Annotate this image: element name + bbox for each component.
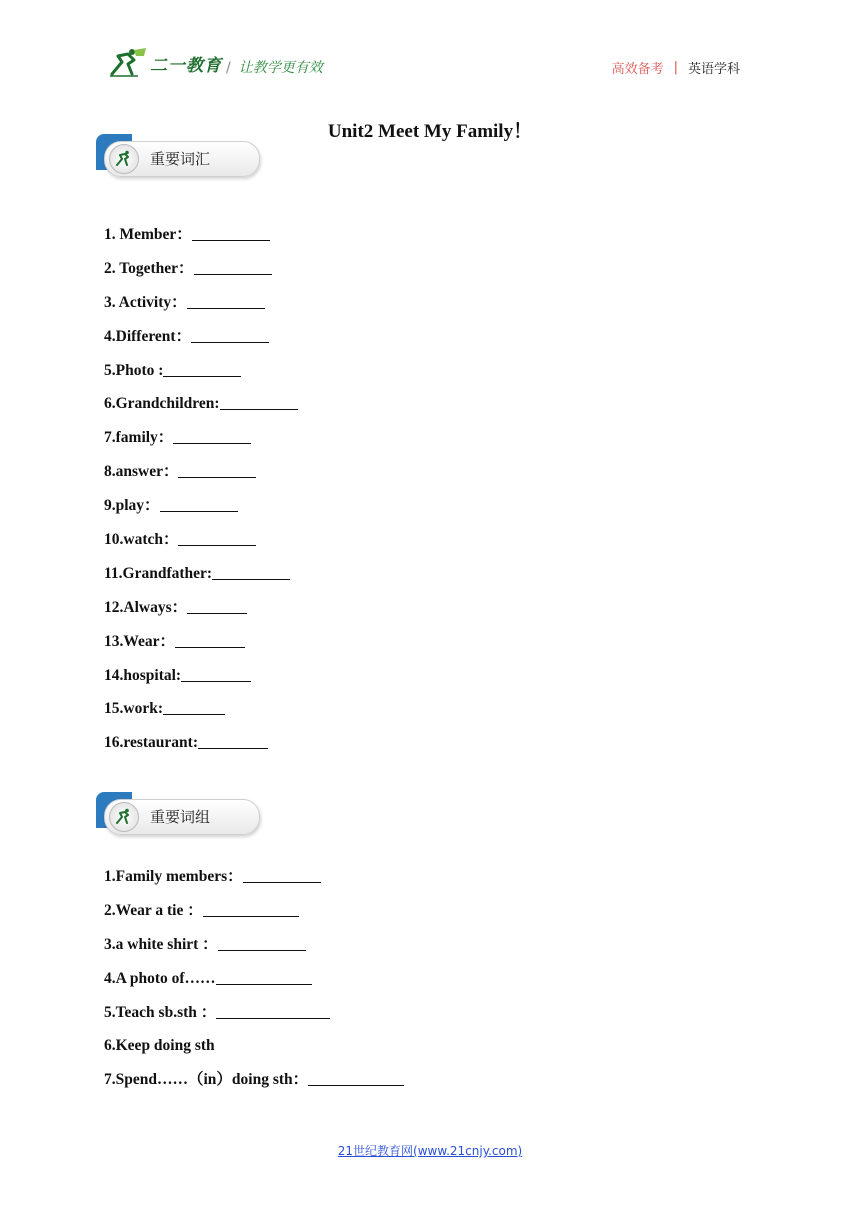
exercise-item bbox=[104, 218, 298, 252]
answer-blank[interactable] bbox=[218, 934, 306, 951]
exercise-prompt: 14.hospital: bbox=[104, 666, 182, 684]
exercise-item bbox=[104, 387, 298, 421]
exercise-prompt: 1. Member： bbox=[104, 226, 192, 243]
exercise-item bbox=[104, 860, 404, 894]
exercise-prompt: 10.watch： bbox=[104, 531, 179, 549]
answer-blank[interactable] bbox=[212, 563, 290, 580]
answer-blank[interactable] bbox=[163, 360, 241, 377]
exercise-prompt: 4.A photo of…… bbox=[104, 969, 216, 987]
answer-blank[interactable] bbox=[191, 326, 269, 343]
answer-blank[interactable] bbox=[194, 258, 272, 275]
exercise-prompt: 12.Always： bbox=[104, 598, 188, 616]
runner-logo-icon bbox=[108, 48, 148, 78]
exercise-prompt: 3. Activity： bbox=[104, 293, 187, 311]
exercise-prompt: 11.Grandfather: bbox=[104, 564, 213, 582]
answer-blank[interactable] bbox=[163, 698, 225, 715]
runner-badge-icon bbox=[109, 144, 139, 174]
section-label: 重要词汇 bbox=[150, 150, 211, 168]
logo bbox=[108, 48, 222, 78]
tag-exam-prep: 高效备考 bbox=[611, 62, 664, 77]
answer-blank[interactable] bbox=[216, 968, 312, 985]
exercise-item bbox=[104, 320, 298, 354]
exercise-item bbox=[104, 252, 298, 286]
exercise-item bbox=[104, 455, 298, 489]
exercise-prompt: 13.Wear： bbox=[104, 632, 176, 650]
section-label: 重要词组 bbox=[150, 808, 211, 826]
exercise-item bbox=[104, 962, 404, 996]
answer-blank[interactable] bbox=[220, 393, 298, 410]
phrase-list bbox=[104, 860, 404, 1097]
exercise-item bbox=[104, 659, 298, 693]
answer-blank[interactable] bbox=[216, 1002, 330, 1019]
page-header bbox=[108, 44, 744, 84]
exercise-prompt: 7.family： bbox=[104, 429, 174, 447]
answer-blank[interactable] bbox=[160, 495, 238, 512]
exercise-prompt: 4.Different： bbox=[104, 327, 192, 345]
exercise-prompt: 2.Wear a tie ： bbox=[104, 901, 203, 919]
answer-blank[interactable] bbox=[175, 631, 245, 648]
answer-blank[interactable] bbox=[178, 529, 256, 546]
exercise-prompt: 6.Keep doing sth bbox=[104, 1037, 215, 1055]
answer-blank[interactable] bbox=[192, 224, 270, 241]
exercise-prompt: 3.a white shirt ： bbox=[104, 935, 218, 953]
exercise-prompt: 7.Spend……（in）doing sth： bbox=[104, 1071, 309, 1089]
exercise-prompt: 15.work: bbox=[104, 700, 163, 718]
exercise-item bbox=[104, 726, 298, 760]
exercise-item bbox=[104, 489, 298, 523]
slogan-text: 让教学更有效 bbox=[238, 60, 323, 76]
runner-badge-icon bbox=[109, 802, 139, 832]
exercise-prompt: 1.Family members： bbox=[104, 868, 243, 885]
answer-blank[interactable] bbox=[187, 292, 265, 309]
exercise-item bbox=[104, 928, 404, 962]
exercise-item bbox=[104, 591, 298, 625]
banner-pill bbox=[104, 799, 260, 835]
answer-blank[interactable] bbox=[198, 732, 268, 749]
exercise-item bbox=[104, 1063, 404, 1097]
slogan bbox=[226, 57, 323, 77]
exercise-item bbox=[104, 354, 298, 388]
tag-subject: 英语学科 bbox=[687, 62, 740, 77]
exercise-item bbox=[104, 894, 404, 928]
answer-blank[interactable] bbox=[203, 900, 299, 917]
footer-link[interactable]: 21世纪教育网(www.21cnjy.com) bbox=[337, 1144, 523, 1158]
section-banner-phrases bbox=[96, 792, 262, 836]
exercise-item bbox=[104, 692, 298, 726]
exercise-prompt: 6.Grandchildren: bbox=[104, 395, 220, 413]
page-title: Unit2 Meet My Family！ bbox=[327, 121, 533, 142]
exercise-prompt: 5.Teach sb.sth ： bbox=[104, 1003, 217, 1021]
exercise-item bbox=[104, 557, 298, 591]
banner-pill bbox=[104, 141, 260, 177]
exercise-prompt: 2. Together： bbox=[104, 259, 194, 277]
answer-blank[interactable] bbox=[173, 427, 251, 444]
exercise-item bbox=[104, 1029, 404, 1063]
exercise-prompt: 16.restaurant: bbox=[104, 734, 198, 752]
section-banner-vocabulary bbox=[96, 134, 262, 178]
answer-blank[interactable] bbox=[178, 461, 256, 478]
tag-divider: | bbox=[673, 60, 678, 75]
exercise-item bbox=[104, 625, 298, 659]
subject-tags bbox=[612, 58, 740, 77]
answer-blank[interactable] bbox=[308, 1069, 404, 1086]
answer-blank[interactable] bbox=[181, 665, 251, 682]
answer-blank[interactable] bbox=[187, 597, 247, 614]
exercise-item bbox=[104, 523, 298, 557]
exercise-prompt: 5.Photo : bbox=[104, 361, 164, 379]
exercise-prompt: 9.play： bbox=[104, 497, 160, 515]
exercise-item bbox=[104, 286, 298, 320]
exercise-item bbox=[104, 421, 298, 455]
answer-blank[interactable] bbox=[243, 866, 321, 883]
exercise-prompt: 8.answer： bbox=[104, 463, 179, 481]
vocabulary-list bbox=[104, 218, 298, 760]
exercise-item bbox=[104, 996, 404, 1030]
slogan-separator: / bbox=[226, 60, 231, 76]
logo-text: 二一教育 bbox=[150, 55, 222, 76]
